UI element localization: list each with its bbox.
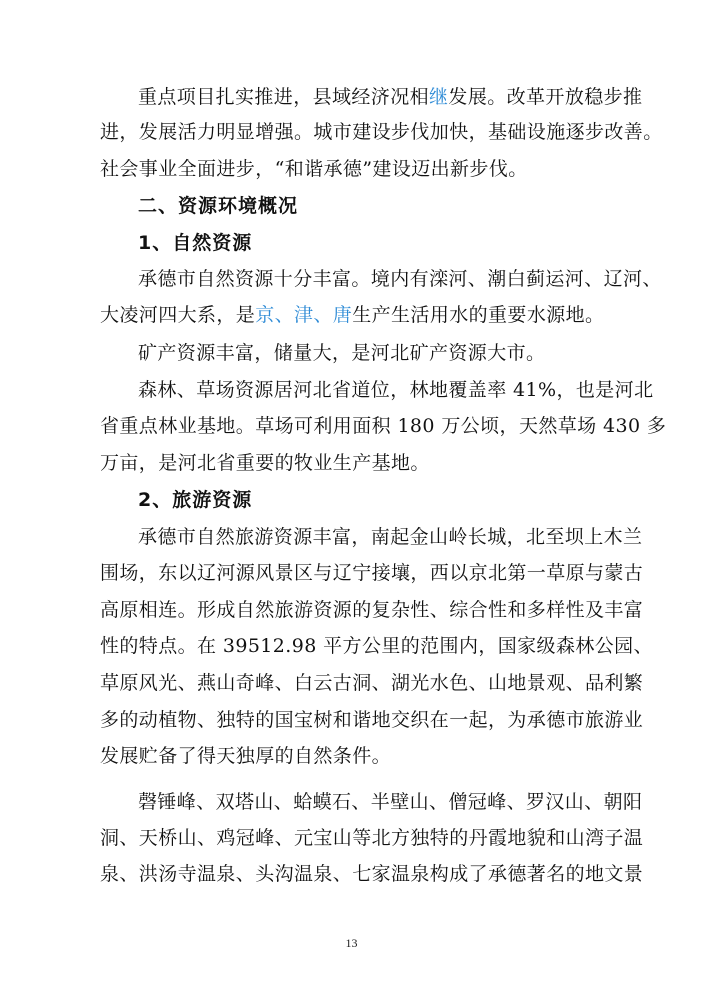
tourism-p1-line-1: 承德市自然旅游资源丰富，南起金山岭长城，北至坝上木兰 — [138, 526, 643, 548]
intro-line-1 — [138, 84, 678, 110]
section-heading: 二、资源环境概况 — [138, 195, 299, 217]
text-run: 重点项目扎实推进，县域经济况相 — [138, 86, 430, 108]
highlighted-text: 京、津、唐 — [255, 304, 353, 326]
subsection-heading-natural-resources: 1、自然资源 — [138, 232, 253, 254]
subsection-heading-tourism-resources: 2、旅游资源 — [138, 489, 253, 511]
highlighted-text: 继 — [429, 86, 449, 108]
tourism-p2-line-1: 磬锤峰、双塔山、蛤蟆石、半壁山、僧冠峰、罗汉山、朝阳 — [138, 791, 643, 813]
natural-p3-line-2: 省重点林业基地。草场可利用面积 180 万公顷，天然草场 430 多 — [100, 415, 667, 437]
tourism-p2-line-2: 洞、天桥山、鸡冠峰、元宝山等北方独特的丹霞地貌和山湾子温 — [100, 827, 644, 849]
tourism-p2-line-3: 泉、洪汤寺温泉、头沟温泉、七家温泉构成了承德著名的地文景 — [100, 863, 644, 885]
tourism-p1-line-3: 高原相连。形成自然旅游资源的复杂性、综合性和多样性及丰富 — [100, 599, 644, 621]
natural-p2: 矿产资源丰富，储量大，是河北矿产资源大市。 — [138, 342, 546, 364]
text-run: 大凌河四大系，是 — [100, 304, 256, 326]
tourism-p1-line-6: 多的动植物、独特的国宝树和谐地交织在一起，为承德市旅游业 — [100, 709, 644, 731]
page-number: 13 — [345, 936, 358, 950]
text-run: 生产生活用水的重要水源地。 — [352, 304, 605, 326]
tourism-p1-line-2: 围场，东以辽河源风景区与辽宁接壤，西以京北第一草原与蒙古 — [100, 562, 644, 584]
tourism-p1-line-7: 发展贮备了得天独厚的自然条件。 — [100, 745, 392, 767]
tourism-p1-line-4: 性的特点。在 39512.98 平方公里的范围内，国家级森林公园、 — [100, 635, 653, 657]
natural-p1-line-1: 承德市自然资源十分丰富。境内有滦河、潮白蓟运河、辽河、 — [138, 268, 662, 290]
natural-p1-line-2 — [100, 302, 640, 328]
tourism-p1-line-5: 草原风光、燕山奇峰、白云古洞、湖光水色、山地景观、品利繁 — [100, 672, 644, 694]
natural-p3-line-3: 万亩，是河北省重要的牧业生产基地。 — [100, 452, 430, 474]
text-run: 发展。改革开放稳步推 — [448, 86, 643, 108]
intro-line-3: 社会事业全面进步，“和谐承德”建设迈出新步伐。 — [100, 158, 528, 180]
intro-line-2: 进，发展活力明显增强。城市建设步伐加快，基础设施逐步改善。 — [100, 121, 663, 143]
natural-p3-line-1: 森林、草场资源居河北省道位，林地覆盖率 41%，也是河北 — [138, 379, 654, 401]
